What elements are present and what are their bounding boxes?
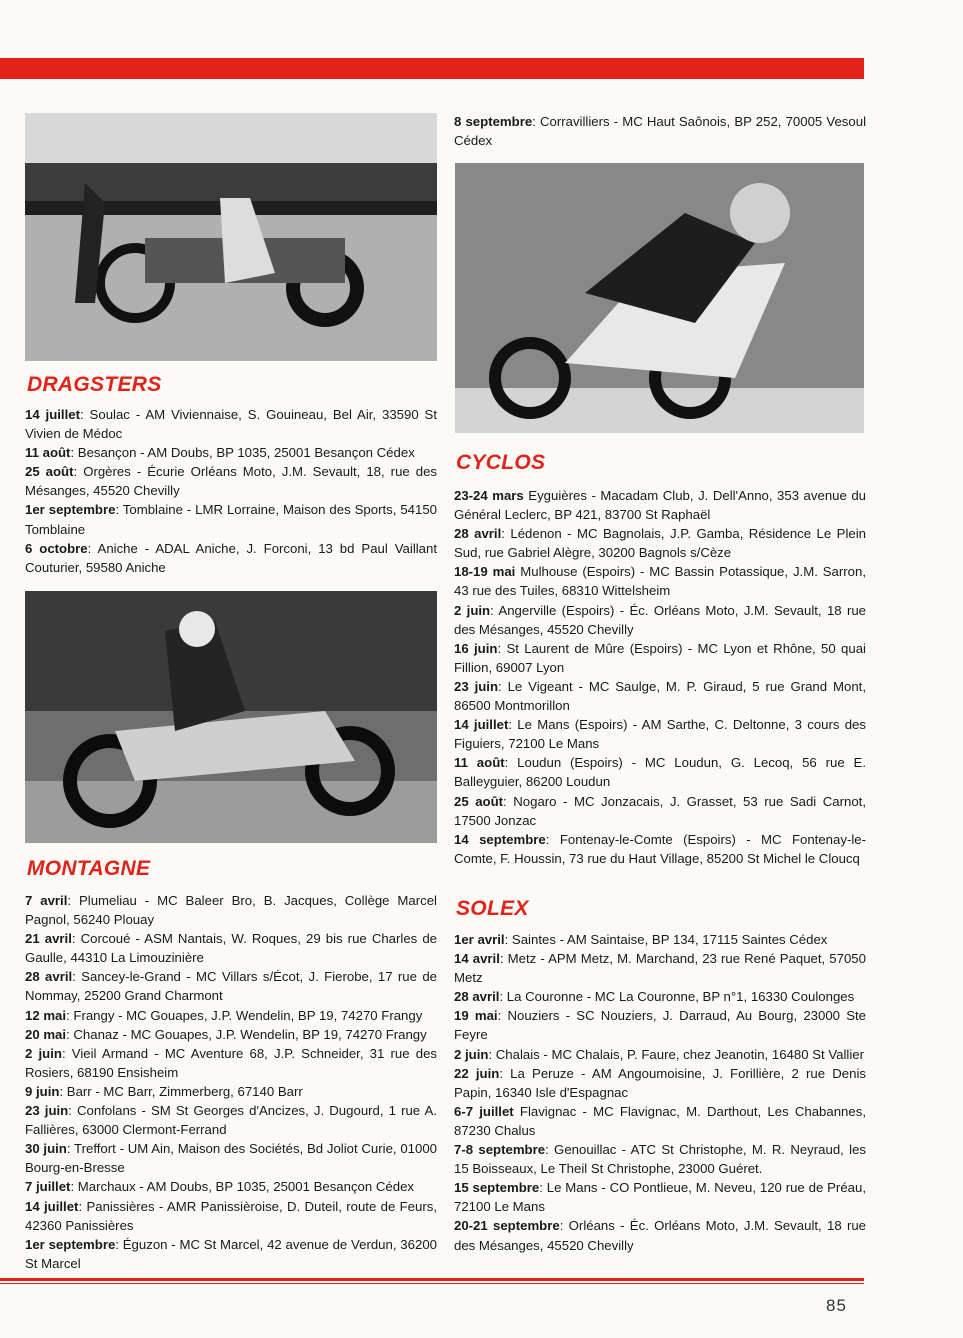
entry-text: Orléans - Éc. Orléans Moto, J.M. Sevault, 18 rue des Mésanges, 45520 Chevilly: [454, 1218, 866, 1253]
list-item: 22 juin: La Peruze - AM Angoumoisine, J. Forillière, 2 rue Denis Papin, 16340 Isle d'Espagnac: [454, 1065, 866, 1100]
entry-text: Orgères - Écurie Orléans Moto, J.M. Sevault, 18, rue des Mésanges, 45520 Chevilly: [25, 464, 437, 499]
list-item: 23 juin: Le Vigeant - MC Saulge, M. P. Giraud, 5 rue Grand Mont, 86500 Montmorillon: [454, 678, 866, 714]
entry-date: 14 juillet: [25, 407, 80, 422]
entry-date: 25 août: [25, 464, 74, 480]
entry-date: 14 avril: [454, 951, 500, 967]
entry-text: Marchaux - AM Doubs, BP 1035, 25001 Besançon Cédex: [74, 1179, 415, 1195]
entry-text: Vieil Armand - MC Aventure 68, J.P. Schneider, 31 rue des Rosiers, 68190 Ensisheim: [25, 1045, 438, 1080]
entry-date: 2 juin: [25, 1045, 62, 1061]
entry-date: 25 août: [454, 793, 504, 809]
list-item: 14 septembre: Fontenay-le-Comte (Espoirs) - MC Fontenay-le-Comte, F. Houssin, 73 rue du Haut Village, 85200 St Michel le Cloucq: [454, 831, 866, 866]
list-item: 20-21 septembre: Orléans - Éc. Orléans Moto, J.M. Sevault, 18 rue des Mésanges, 45520 Chevilly: [454, 1218, 866, 1253]
entry-date: 19 mai: [454, 1008, 498, 1024]
montagne-photo: [25, 591, 437, 843]
entry-text: Plumeliau - MC Baleer Bro, B. Jacques, Collège Marcel Pagnol, 56240 Plouay: [25, 893, 437, 928]
entry-text: Corravilliers - MC Haut Saônois, BP 252, 70005 Vesoul Cédex: [454, 114, 866, 149]
entry-date: 6-7 juillet: [454, 1103, 514, 1119]
entry-date: 11 août: [454, 755, 505, 771]
list-item: 25 août: Orgères - Écurie Orléans Moto, J.M. Sevault, 18, rue des Mésanges, 45520 Chevilly: [25, 464, 437, 499]
entry-date: 20 mai: [25, 1026, 67, 1042]
entry-text: Le Vigeant - MC Saulge, M. P. Giraud, 5 rue Grand Mont, 86500 Montmorillon: [454, 678, 866, 714]
entry-date: 15 septembre: [454, 1180, 540, 1196]
entry-text: Le Mans - CO Pontlieue, M. Neveu, 120 rue de Préau, 72100 Le Mans: [454, 1180, 866, 1215]
entry-date: 7-8 septembre: [454, 1142, 546, 1158]
list-item: 2 juin: Angerville (Espoirs) - Éc. Orléans Moto, J.M. Sevault, 18 rue des Mésanges, 45520 Chevilly: [454, 602, 867, 637]
entry-text: Chalais - MC Chalais, P. Faure, chez Jeanotin, 16480 St Vallier: [492, 1046, 864, 1062]
entry-date: 6 octobre: [25, 540, 88, 556]
list-item: 14 juillet: Panissières - AMR Panissièroise, D. Duteil, route de Feurs, 42360 Panissières: [25, 1198, 437, 1233]
list-item: 9 juin: Barr - MC Barr, Zimmerberg, 67140 Barr: [25, 1083, 303, 1099]
entry-text: Loudun (Espoirs) - MC Loudun, G. Lecoq, 56 rue E. Balleyguier, 86200 Loudun: [454, 755, 866, 790]
solex-list: [454, 930, 866, 1255]
list-item: 6 octobre: Aniche - ADAL Aniche, J. Forconi, 13 bd Paul Vaillant Couturier, 59580 Aniche: [25, 540, 438, 575]
intro-right: [454, 112, 866, 150]
entry-date: 11 août: [25, 445, 71, 461]
list-item: 16 juin: St Laurent de Mûre (Espoirs) - MC Lyon et Rhône, 50 quai Fillion, 69007 Lyon: [454, 640, 866, 675]
entry-text: Éguzon - MC St Marcel, 42 avenue de Verdun, 36200 St Marcel: [25, 1236, 437, 1271]
list-item: 28 avril: Lédenon - MC Bagnolais, J.P. Gamba, Résidence Le Plein Sud, rue Gabriel Alègre, 30200 Bagnols s/Cèze: [454, 526, 866, 561]
cyclos-photo: [455, 163, 864, 433]
entry-date: 22 juin: [454, 1065, 500, 1081]
entry-date: 28 avril: [25, 969, 73, 985]
section-title-cyclos: CYCLOS: [456, 451, 546, 474]
entry-text: Flavignac - MC Flavignac, M. Darthout, Les Chabannes, 87230 Chalus: [454, 1103, 866, 1138]
entry-date: 14 juillet: [25, 1198, 79, 1214]
list-item: 14 avril: Metz - APM Metz, M. Marchand, 23 rue René Paquet, 57050 Metz: [454, 951, 866, 986]
list-item: 28 avril: La Couronne - MC La Couronne, BP n°1, 16330 Coulonges: [454, 989, 855, 1005]
list-item: 20 mai: Chanaz - MC Gouapes, J.P. Wendelin, BP 19, 74270 Frangy: [25, 1026, 427, 1042]
entry-text: Nogaro - MC Jonzacais, J. Grasset, 53 rue Sadi Carnot, 17500 Jonzac: [454, 793, 866, 828]
entry-date: 23 juin: [454, 678, 499, 694]
entry-text: Eyguières - Macadam Club, J. Dell'Anno, 353 avenue du Général Leclerc, BP 421, 83700 St Raphaël: [454, 488, 867, 523]
list-item: 8 septembre: Corravilliers - MC Haut Saônois, BP 252, 70005 Vesoul Cédex: [454, 114, 866, 149]
entry-text: Le Mans (Espoirs) - AM Sarthe, C. Deltonne, 3 cours des Figuiers, 72100 Le Mans: [454, 717, 866, 752]
entry-date: 20-21 septembre: [454, 1218, 560, 1234]
entry-text: Treffort - UM Ain, Maison des Sociétés, Bd Joliot Curie, 01000 Bourg-en-Bresse: [25, 1141, 437, 1176]
list-item: 1er septembre: Tomblaine - LMR Lorraine, Maison des Sports, 54150 Tomblaine: [25, 502, 437, 537]
entry-date: 21 avril: [25, 931, 72, 947]
entry-text: Lédenon - MC Bagnolais, J.P. Gamba, Résidence Le Plein Sud, rue Gabriel Alègre, 30200 Bagnols s/Cèze: [454, 526, 866, 561]
list-item: [454, 562, 866, 600]
entry-text: Tomblaine - LMR Lorraine, Maison des Sports, 54150 Tomblaine: [25, 502, 437, 537]
list-item: 2 juin: Vieil Armand - MC Aventure 68, J.P. Schneider, 31 rue des Rosiers, 68190 Ensisheim: [25, 1045, 438, 1080]
entry-text: Nouziers - SC Nouziers, J. Darraud, Au Bourg, 23000 Ste Feyre: [454, 1008, 866, 1043]
list-item: 1er avril: Saintes - AM Saintaise, BP 134, 17115 Saintes Cédex: [454, 932, 828, 947]
entry-date: 1er septembre: [25, 502, 116, 518]
list-item: 11 août: Loudun (Espoirs) - MC Loudun, G. Lecoq, 56 rue E. Balleyguier, 86200 Loudun: [454, 755, 866, 790]
entry-date: 12 mai: [25, 1007, 67, 1023]
section-title-dragsters: DRAGSTERS: [27, 373, 162, 396]
list-item: 28 avril: Sancey-le-Grand - MC Villars s/Écot, J. Fierobe, 17 rue de Nommay, 25200 Grand Charmont: [25, 969, 437, 1004]
entry-text: Frangy - MC Gouapes, J.P. Wendelin, BP 19, 74270 Frangy: [69, 1007, 423, 1023]
entry-date: 14 septembre: [454, 831, 546, 847]
entry-date: 2 juin: [454, 602, 491, 618]
entry-text: Barr - MC Barr, Zimmerberg, 67140 Barr: [63, 1083, 303, 1099]
list-item: 25 août: Nogaro - MC Jonzacais, J. Grasset, 53 rue Sadi Carnot, 17500 Jonzac: [454, 793, 866, 828]
list-item: 14 juillet: Le Mans (Espoirs) - AM Sarthe, C. Deltonne, 3 cours des Figuiers, 72100 Le Mans: [454, 717, 866, 752]
header-red-bar: [0, 58, 864, 79]
list-item: 7 juillet: Marchaux - AM Doubs, BP 1035, 25001 Besançon Cédex: [25, 1179, 415, 1195]
entry-text: Corcoué - ASM Nantais, W. Roques, 29 bis rue Charles de Gaulle, 44310 La Limouzinière: [25, 931, 437, 966]
entry-date: 23-24 mars: [454, 488, 524, 503]
entry-date: 30 juin: [25, 1141, 67, 1157]
list-item: 23 juin: Confolans - SM St Georges d'Ancizes, J. Dugourd, 1 rue A. Fallières, 63000 Clermont-Ferrand: [25, 1103, 437, 1138]
list-item: [454, 1102, 866, 1140]
entry-text: La Peruze - AM Angoumoisine, J. Forillière, 2 rue Denis Papin, 16340 Isle d'Espagnac: [454, 1065, 866, 1100]
entry-text: Metz - APM Metz, M. Marchand, 23 rue René Paquet, 57050 Metz: [454, 951, 866, 986]
entry-date: 8 septembre: [454, 114, 533, 129]
entry-date: 7 juillet: [25, 1179, 71, 1195]
list-item: 30 juin: Treffort - UM Ain, Maison des Sociétés, Bd Joliot Curie, 01000 Bourg-en-Bresse: [25, 1141, 437, 1176]
entry-date: 2 juin: [454, 1046, 489, 1062]
footer-red-line: [0, 1278, 864, 1281]
list-item: 12 mai: Frangy - MC Gouapes, J.P. Wendelin, BP 19, 74270 Frangy: [25, 1007, 423, 1023]
entry-text: Confolans - SM St Georges d'Ancizes, J. Dugourd, 1 rue A. Fallières, 63000 Clermont-Ferrand: [25, 1103, 437, 1138]
entry-date: 28 avril: [454, 989, 500, 1005]
entry-text: La Couronne - MC La Couronne, BP n°1, 16330 Coulonges: [503, 989, 855, 1005]
entry-date: 23 juin: [25, 1103, 69, 1119]
dragster-photo: [25, 113, 437, 361]
list-item: 7-8 septembre: Genouillac - ATC St Christophe, M. R. Neyraud, les 15 Boisseaux, Le Theil St Christophe, 23000 Guéret.: [454, 1142, 867, 1177]
section-title-montagne: MONTAGNE: [27, 857, 151, 880]
entry-date: 1er avril: [454, 932, 505, 947]
entry-date: 14 juillet: [454, 717, 509, 733]
dragsters-list: [25, 405, 437, 577]
list-item: 15 septembre: Le Mans - CO Pontlieue, M. Neveu, 120 rue de Préau, 72100 Le Mans: [454, 1180, 866, 1215]
entry-text: Sancey-le-Grand - MC Villars s/Écot, J. Fierobe, 17 rue de Nommay, 25200 Grand Charmont: [25, 969, 437, 1004]
entry-date: 18-19 mai: [454, 564, 516, 580]
entry-text: Genouillac - ATC St Christophe, M. R. Neyraud, les 15 Boisseaux, Le Theil St Christophe, 23000 Guéret.: [454, 1142, 867, 1177]
entry-text: Angerville (Espoirs) - Éc. Orléans Moto, J.M. Sevault, 18 rue des Mésanges, 45520 Chevilly: [454, 602, 867, 637]
entry-text: Mulhouse (Espoirs) - MC Bassin Potassique, J.M. Sarron, 43 rue des Tuiles, 68310 Wittelsheim: [454, 564, 867, 599]
list-item: 2 juin: Chalais - MC Chalais, P. Faure, chez Jeanotin, 16480 St Vallier: [454, 1046, 864, 1062]
entry-date: 1er septembre: [25, 1236, 116, 1252]
entry-text: Saintes - AM Saintaise, BP 134, 17115 Saintes Cédex: [508, 932, 828, 947]
entry-date: 28 avril: [454, 526, 502, 542]
list-item: 7 avril: Plumeliau - MC Baleer Bro, B. Jacques, Collège Marcel Pagnol, 56240 Plouay: [25, 893, 437, 928]
entry-text: Soulac - AM Viviennaise, S. Gouineau, Bel Air, 33590 St Vivien de Médoc: [25, 407, 437, 442]
entry-date: 16 juin: [454, 640, 498, 656]
list-item: 11 août: Besançon - AM Doubs, BP 1035, 25001 Besançon Cédex: [25, 445, 415, 461]
list-item: [454, 486, 866, 524]
list-item: 21 avril: Corcoué - ASM Nantais, W. Roques, 29 bis rue Charles de Gaulle, 44310 La Limouzinière: [25, 931, 437, 966]
list-item: 19 mai: Nouziers - SC Nouziers, J. Darraud, Au Bourg, 23000 Ste Feyre: [454, 1008, 866, 1043]
montagne-list: [25, 891, 437, 1273]
cyclos-list: [454, 486, 866, 868]
footer-red-thin-line: [0, 1283, 864, 1284]
entry-text: Aniche - ADAL Aniche, J. Forconi, 13 bd Paul Vaillant Couturier, 59580 Aniche: [25, 540, 438, 575]
entry-text: Besançon - AM Doubs, BP 1035, 25001 Besançon Cédex: [74, 445, 415, 461]
list-item: 14 juillet: Soulac - AM Viviennaise, S. Gouineau, Bel Air, 33590 St Vivien de Médoc: [25, 407, 437, 442]
section-title-solex: SOLEX: [456, 897, 529, 920]
entry-text: Chanaz - MC Gouapes, J.P. Wendelin, BP 19, 74270 Frangy: [69, 1026, 427, 1042]
entry-text: Panissières - AMR Panissièroise, D. Duteil, route de Feurs, 42360 Panissières: [25, 1198, 437, 1233]
entry-text: Fontenay-le-Comte (Espoirs) - MC Fontenay-le-Comte, F. Houssin, 73 rue du Haut Village, 85200 St Michel le Cloucq: [454, 831, 866, 866]
entry-text: St Laurent de Mûre (Espoirs) - MC Lyon et Rhône, 50 quai Fillion, 69007 Lyon: [454, 640, 866, 675]
entry-date: 7 avril: [25, 893, 68, 908]
entry-date: 9 juin: [25, 1083, 60, 1099]
page-number: 85: [826, 1296, 847, 1315]
list-item: 1er septembre: Éguzon - MC St Marcel, 42 avenue de Verdun, 36200 St Marcel: [25, 1236, 437, 1271]
